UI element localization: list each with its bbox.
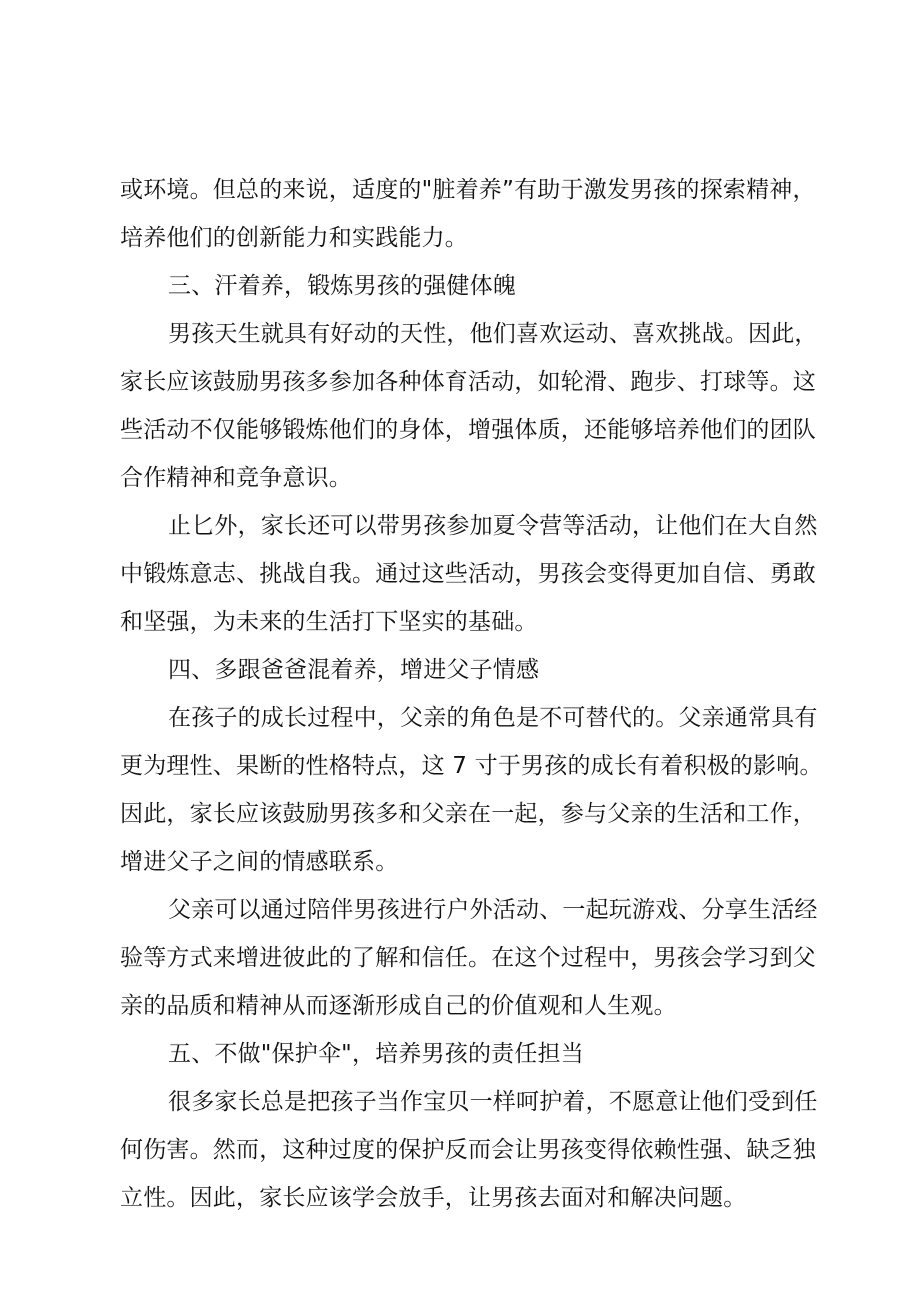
paragraph-line: 验等方式来增进彼此的了解和信任。在这个过程中，男孩会学习到父 xyxy=(120,945,816,971)
paragraph-line: 何伤害。然而，这种过度的保护反而会让男孩变得依赖性强、缺乏独 xyxy=(120,1137,816,1163)
paragraph-line: 因此，家长应该鼓励男孩多和父亲在一起，参与父亲的生活和工作， xyxy=(120,801,816,827)
paragraph-line: 中锻炼意志、挑战自我。通过这些活动，男孩会变得更加自信、勇敢 xyxy=(120,561,816,587)
paragraph-line: 些活动不仅能够锻炼他们的身体，增强体质，还能够培养他们的团队 xyxy=(120,417,816,443)
paragraph-line: 在孩子的成长过程中，父亲的角色是不可替代的。父亲通常具有 xyxy=(168,705,818,731)
paragraph-line: 或环境。但总的来说，适度的"脏着养”有助于激发男孩的探索精神， xyxy=(120,177,816,203)
paragraph-line: 很多家长总是把孩子当作宝贝一样呵护着，不愿意让他们受到任 xyxy=(168,1089,818,1115)
paragraph-line: 增进父子之间的情感联系。 xyxy=(120,849,399,875)
paragraph-line: 和坚强，为未来的生活打下坚实的基础。 xyxy=(120,609,538,635)
paragraph-line: 更为理性、果断的性格特点，这 7 寸于男孩的成长有着积极的影响。 xyxy=(120,753,823,779)
paragraph-line: 立性。因此，家长应该学会放手，让男孩去面对和解决问题。 xyxy=(120,1185,747,1211)
paragraph-line: 男孩天生就具有好动的天性，他们喜欢运动、喜欢挑战。因此， xyxy=(168,321,818,347)
section-heading: 四、多跟爸爸混着养，增进父子情感 xyxy=(168,657,540,683)
paragraph-line: 家长应该鼓励男孩多参加各种体育活动，如轮滑、跑步、打球等。这 xyxy=(120,369,816,395)
paragraph-line: 培养他们的创新能力和实践能力。 xyxy=(120,225,468,251)
section-heading: 三、汗着养，锻炼男孩的强健体魄 xyxy=(168,273,516,299)
paragraph-line: 合作精神和竞争意识。 xyxy=(120,465,352,491)
section-heading: 五、不做"保护伞"，培养男孩的责任担当 xyxy=(168,1041,584,1067)
paragraph-line: 父亲可以通过陪伴男孩进行户外活动、一起玩游戏、分享生活经 xyxy=(168,897,818,923)
paragraph-line: 亲的品质和精神从而逐渐形成自己的价值观和人生观。 xyxy=(120,993,677,1019)
paragraph-line: 止匕外，家长还可以带男孩参加夏令营等活动，让他们在大自然 xyxy=(168,513,818,539)
